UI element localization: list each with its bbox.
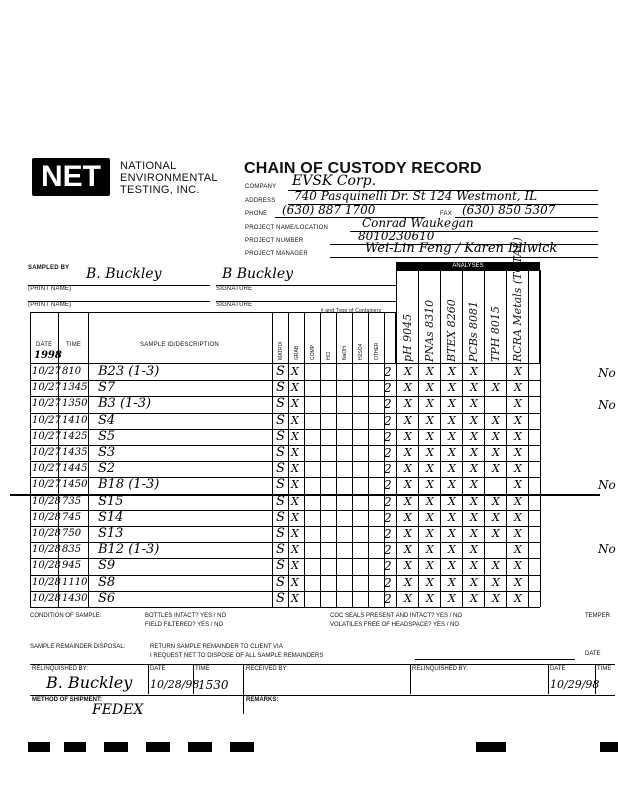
row-matrix: S — [276, 477, 285, 493]
row-analysis-mark: X — [470, 510, 478, 524]
signature-label-2: SIGNATURE — [216, 302, 253, 308]
row-analysis-mark: X — [426, 575, 434, 589]
method-value: FEDEX — [92, 702, 144, 718]
project-number-label: PROJECT NUMBER — [245, 238, 304, 244]
table-row — [30, 494, 540, 510]
row-analysis-mark: X — [470, 559, 478, 573]
row-matrix: S — [276, 428, 285, 444]
row-matrix: S — [276, 380, 285, 396]
table-row — [30, 380, 540, 396]
row-date: 10/28 — [32, 544, 61, 556]
row-analysis-mark: X — [426, 527, 434, 540]
row-analysis-mark: X — [514, 559, 522, 573]
form-title: CHAIN OF CUSTODY RECORD — [244, 160, 482, 177]
col-header-comp: COMP — [310, 345, 316, 360]
analysis-label: RCRA Metals (TOTAL) — [511, 237, 524, 362]
row-matrix: S — [276, 364, 285, 379]
row-date: 10/28 — [32, 528, 61, 539]
row-analysis-mark: X — [448, 429, 456, 443]
right-date-label: DATE — [550, 666, 566, 672]
right-note-1: No — [598, 366, 616, 380]
row-analysis-mark: X — [470, 397, 478, 411]
row-analysis-mark: X — [514, 494, 522, 508]
row-time: 1425 — [62, 430, 88, 442]
row-analysis-mark: X — [404, 527, 412, 540]
row-analysis-mark: X — [470, 575, 478, 589]
row-date: 10/27 — [32, 447, 61, 458]
row-container-count: 2 — [384, 575, 392, 590]
analyses-header: ANALYSES — [396, 262, 540, 270]
row-analysis-mark: X — [404, 462, 412, 476]
temperature-label: TEMPER — [585, 613, 611, 619]
row-grab: X — [291, 543, 299, 557]
row-analysis-mark: X — [426, 559, 434, 573]
table-row — [30, 510, 540, 526]
row-date: 10/28 — [32, 592, 61, 604]
row-time: 735 — [62, 495, 82, 507]
color-bar-5 — [188, 742, 212, 752]
col-header-naoh: NaOH — [342, 346, 348, 360]
row-analysis-mark: X — [470, 494, 478, 508]
row-container-count: 2 — [384, 559, 392, 574]
remainder-label: SAMPLE REMAINDER DISPOSAL: — [30, 644, 126, 650]
row-matrix: S — [276, 509, 285, 525]
row-analysis-mark: X — [492, 494, 500, 508]
row-grab: X — [291, 510, 299, 524]
relinquish-date-label: DATE — [150, 666, 166, 672]
strike-line — [10, 494, 600, 496]
row-analysis-mark: X — [492, 575, 500, 589]
row-matrix: S — [276, 445, 285, 460]
field-filtered: FIELD FILTERED? YES / NO — [145, 622, 224, 628]
analysis-label: PCBs 8081 — [467, 300, 480, 362]
row-container-count: 2 — [384, 381, 392, 396]
row-container-count: 2 — [384, 365, 392, 379]
color-bar-4 — [146, 742, 170, 752]
row-analysis-mark: X — [448, 413, 456, 427]
col-header-other: OTHER — [374, 342, 380, 360]
row-analysis-mark: X — [514, 527, 522, 540]
row-analysis-mark: X — [492, 591, 500, 605]
row-analysis-mark: X — [404, 575, 412, 589]
row-analysis-mark: X — [448, 494, 456, 508]
row-grab: X — [291, 559, 299, 573]
row-time: 1445 — [62, 463, 88, 475]
phone-value: (630) 887 1700 — [282, 203, 376, 217]
row-analysis-mark: X — [514, 381, 522, 395]
return-option: RETURN SAMPLE REMAINDER TO CLIENT VIA — [150, 644, 283, 650]
project-manager-label: PROJECT MANAGER — [245, 251, 308, 257]
row-analysis-mark: X — [448, 591, 456, 605]
row-analysis-mark: X — [514, 446, 522, 459]
row-analysis-mark: X — [470, 446, 478, 459]
row-date: 10/27 — [32, 463, 61, 475]
row-analysis-mark: X — [448, 446, 456, 459]
col-header-hcl: HCl — [326, 351, 332, 360]
company-value: EVSK Corp. — [292, 173, 377, 189]
table-row — [30, 575, 540, 591]
row-analysis-mark: X — [448, 365, 456, 378]
sampled-by-label: SAMPLED BY — [28, 265, 70, 271]
row-analysis-mark: X — [514, 429, 522, 443]
row-analysis-mark: X — [448, 462, 456, 476]
bottles-intact: BOTTLES INTACT? YES / NO — [145, 613, 227, 619]
relinquish-date: 10/28/98 — [150, 678, 200, 691]
row-analysis-mark: X — [514, 591, 522, 605]
row-analysis-mark: X — [492, 559, 500, 573]
row-date: 10/27 — [32, 398, 61, 410]
relinquish-time: 1530 — [198, 678, 229, 692]
org-line-1: NATIONAL — [120, 160, 177, 172]
row-analysis-mark: X — [404, 510, 412, 524]
net-logo: NET — [32, 158, 110, 196]
row-sample-id: B12 (1-3) — [98, 542, 160, 558]
row-analysis-mark: X — [470, 478, 478, 492]
row-analysis-mark: X — [470, 429, 478, 443]
row-time: 1410 — [62, 414, 88, 426]
row-date: 10/28 — [32, 511, 61, 523]
row-analysis-mark: X — [448, 397, 456, 411]
row-analysis-mark: X — [470, 381, 478, 395]
row-analysis-mark: X — [514, 365, 522, 378]
col-header-matrix: MATRIX — [278, 341, 284, 360]
row-sample-id: S15 — [98, 493, 124, 509]
row-grab: X — [291, 478, 299, 492]
row-analysis-mark: X — [514, 510, 522, 524]
row-container-count: 2 — [384, 397, 392, 412]
row-analysis-mark: X — [426, 478, 434, 492]
address-label: ADDRESS — [245, 198, 276, 204]
analysis-label: pH 9045 — [401, 313, 414, 362]
row-matrix: S — [276, 461, 285, 477]
sampler-name: B. Buckley — [86, 266, 162, 282]
table-row — [30, 364, 540, 380]
row-time: 1435 — [62, 447, 88, 458]
method-label: METHOD OF SHIPMENT: — [32, 697, 102, 703]
date-header: DATE — [36, 342, 53, 348]
row-analysis-mark: X — [404, 559, 412, 573]
col-header-grab: GRAB — [294, 345, 300, 360]
row-analysis-mark: X — [426, 591, 434, 605]
row-date: 10/27 — [32, 366, 61, 377]
color-bar-7 — [476, 742, 506, 752]
relinquished-label-2: RELINQUISHED BY: — [412, 666, 469, 672]
row-date: 10/28 — [32, 560, 61, 572]
row-sample-id: B18 (1-3) — [98, 477, 160, 493]
fax-label: FAX — [440, 211, 452, 217]
analysis-label: TPH 8015 — [489, 306, 502, 362]
sampler-signature: B Buckley — [222, 266, 294, 282]
relinquished-signature: B. Buckley — [46, 673, 133, 692]
row-analysis-mark: X — [448, 478, 456, 492]
sample-id-header: SAMPLE ID/DESCRIPTION — [140, 342, 219, 348]
relinquished-label: RELINQUISHED BY: — [32, 666, 89, 672]
row-time: 810 — [62, 366, 82, 377]
project-number-value: 8010230610 — [358, 229, 435, 243]
row-analysis-mark: X — [426, 397, 434, 411]
row-analysis-mark: X — [470, 543, 478, 557]
table-row — [30, 591, 540, 607]
table-row — [30, 477, 540, 493]
row-analysis-mark: X — [514, 575, 522, 589]
row-grab: X — [291, 591, 299, 605]
row-analysis-mark: X — [470, 365, 478, 378]
right-date: 10/29/98 — [550, 678, 600, 691]
right-note-2: No — [598, 398, 616, 412]
fax-value: (630) 850 5307 — [462, 203, 556, 217]
row-container-count: 2 — [384, 494, 392, 509]
row-date: 10/28 — [32, 495, 61, 507]
row-grab: X — [291, 527, 299, 540]
row-sample-id: S2 — [98, 461, 116, 477]
row-sample-id: S13 — [98, 526, 124, 541]
row-sample-id: S14 — [98, 509, 124, 525]
row-date: 10/27 — [32, 430, 61, 442]
relinquish-time-label: TIME — [195, 666, 210, 672]
project-name-value: Conrad Waukegan — [362, 216, 474, 230]
analysis-label: PNAs 8310 — [423, 299, 436, 362]
dispose-option: I REQUEST NET TO DISPOSE OF ALL SAMPLE REMAINDERS — [150, 653, 324, 659]
table-row — [30, 445, 540, 461]
row-container-count: 2 — [384, 591, 392, 606]
table-row — [30, 526, 540, 542]
row-analysis-mark: X — [404, 446, 412, 459]
signature-label-1: SIGNATURE — [216, 286, 253, 292]
row-container-count: 2 — [384, 527, 392, 541]
row-sample-id: B3 (1-3) — [98, 396, 152, 412]
row-analysis-mark: X — [448, 543, 456, 557]
print-name-label-2: (PRINT NAME) — [28, 302, 72, 308]
time-header: TIME — [66, 342, 82, 348]
row-date: 10/27 — [32, 414, 61, 426]
row-analysis-mark: X — [404, 381, 412, 395]
row-analysis-mark: X — [404, 429, 412, 443]
row-analysis-mark: X — [514, 397, 522, 411]
row-grab: X — [291, 494, 299, 508]
row-container-count: 2 — [384, 462, 392, 477]
row-analysis-mark: X — [404, 397, 412, 411]
row-sample-id: S4 — [98, 412, 116, 428]
row-analysis-mark: X — [470, 413, 478, 427]
row-analysis-mark: X — [514, 543, 522, 557]
row-date: 10/27 — [32, 382, 61, 394]
print-name-label-1: (PRINT NAME) — [28, 286, 72, 292]
row-analysis-mark: X — [426, 365, 434, 378]
row-grab: X — [291, 413, 299, 427]
table-row — [30, 558, 540, 574]
row-analysis-mark: X — [426, 381, 434, 395]
containers-header: # and Type of Containers — [320, 308, 382, 314]
color-bar-1 — [28, 742, 50, 752]
row-analysis-mark: X — [492, 510, 500, 524]
row-analysis-mark: X — [426, 462, 434, 476]
row-container-count: 2 — [384, 510, 392, 525]
condition-label: CONDITION OF SAMPLE: — [30, 613, 102, 619]
grid-line-h — [30, 607, 540, 608]
row-analysis-mark: X — [426, 494, 434, 508]
row-analysis-mark: X — [426, 429, 434, 443]
row-analysis-mark: X — [492, 527, 500, 540]
project-name-label: PROJECT NAME/LOCATION — [245, 225, 328, 231]
row-analysis-mark: X — [404, 413, 412, 427]
row-time: 945 — [62, 560, 82, 572]
row-matrix: S — [276, 412, 285, 428]
row-sample-id: S5 — [98, 428, 116, 444]
row-analysis-mark: X — [492, 429, 500, 443]
row-grab: X — [291, 575, 299, 589]
date-label: DATE — [585, 651, 601, 657]
right-note-3: No — [598, 478, 616, 492]
right-note-4: No — [598, 542, 616, 556]
row-sample-id: B23 (1-3) — [98, 364, 160, 379]
org-line-2: ENVIRONMENTAL — [120, 172, 218, 184]
row-grab: X — [291, 429, 299, 443]
row-analysis-mark: X — [492, 446, 500, 459]
phone-label: PHONE — [245, 211, 268, 217]
row-analysis-mark: X — [470, 462, 478, 476]
row-analysis-mark: X — [492, 381, 500, 395]
row-container-count: 2 — [384, 413, 392, 428]
row-analysis-mark: X — [448, 510, 456, 524]
row-analysis-mark: X — [448, 575, 456, 589]
row-grab: X — [291, 365, 299, 378]
table-row — [30, 413, 540, 429]
row-analysis-mark: X — [404, 365, 412, 378]
row-time: 750 — [62, 528, 82, 539]
row-matrix: S — [276, 526, 285, 541]
project-manager-value: Wei-Lin Feng / Karen Dilwick — [365, 241, 558, 256]
row-container-count: 2 — [384, 429, 392, 444]
row-analysis-mark: X — [492, 413, 500, 427]
row-time: 835 — [62, 544, 82, 556]
row-matrix: S — [276, 493, 285, 509]
row-time: 1345 — [62, 382, 88, 394]
row-container-count: 2 — [384, 543, 392, 558]
row-analysis-mark: X — [470, 527, 478, 540]
row-grab: X — [291, 446, 299, 459]
row-analysis-mark: X — [514, 478, 522, 492]
row-analysis-mark: X — [404, 478, 412, 492]
row-analysis-mark: X — [426, 510, 434, 524]
row-analysis-mark: X — [514, 413, 522, 427]
row-analysis-mark: X — [470, 591, 478, 605]
row-analysis-mark: X — [514, 462, 522, 476]
grid-line-v — [540, 270, 541, 607]
row-time: 1350 — [62, 398, 88, 410]
row-grab: X — [291, 397, 299, 411]
right-time-label: TIME — [597, 666, 612, 672]
row-sample-id: S6 — [98, 590, 116, 606]
received-label: RECEIVED BY: — [246, 666, 288, 672]
row-matrix: S — [276, 558, 285, 574]
coc-seals: COC SEALS PRESENT AND INTACT? YES / NO — [330, 613, 463, 619]
analysis-label: BTEX 8260 — [445, 299, 458, 362]
row-analysis-mark: X — [448, 381, 456, 395]
company-label: COMPANY — [245, 184, 277, 190]
table-row — [30, 396, 540, 412]
row-date: 10/27 — [32, 479, 61, 491]
row-time: 1450 — [62, 479, 88, 491]
color-bar-8 — [600, 742, 618, 752]
row-analysis-mark: X — [426, 446, 434, 459]
row-matrix: S — [276, 590, 285, 606]
table-row — [30, 542, 540, 558]
row-container-count: 2 — [384, 478, 392, 493]
row-analysis-mark: X — [404, 591, 412, 605]
row-time: 1110 — [62, 576, 88, 588]
row-analysis-mark: X — [426, 413, 434, 427]
row-analysis-mark: X — [448, 527, 456, 540]
row-matrix: S — [276, 574, 285, 590]
table-row — [30, 429, 540, 445]
row-date: 10/28 — [32, 576, 61, 588]
row-time: 745 — [62, 511, 82, 523]
year-value: 1998 — [34, 350, 62, 361]
color-bar-6 — [230, 742, 254, 752]
row-analysis-mark: X — [404, 494, 412, 508]
row-analysis-mark: X — [448, 559, 456, 573]
org-name — [120, 160, 218, 196]
org-line-3: TESTING, INC. — [120, 184, 200, 196]
row-sample-id: S9 — [98, 558, 116, 574]
address-value: 740 Pasquinelli Dr. St 124 Westmont, IL — [294, 189, 538, 203]
row-sample-id: S7 — [98, 380, 116, 396]
row-analysis-mark: X — [404, 543, 412, 557]
color-bar-2 — [64, 742, 86, 752]
row-matrix: S — [276, 396, 285, 412]
row-time: 1430 — [62, 592, 88, 604]
row-grab: X — [291, 381, 299, 395]
volatiles: VOLATILES FREE OF HEADSPACE? YES / NO — [330, 622, 460, 628]
col-header-h2so4: H2SO4 — [358, 343, 364, 360]
row-analysis-mark: X — [426, 543, 434, 557]
row-sample-id: S8 — [98, 574, 116, 590]
color-bar-3 — [104, 742, 128, 752]
row-analysis-mark: X — [492, 462, 500, 476]
remarks-label: REMARKS: — [246, 697, 279, 703]
row-matrix: S — [276, 542, 285, 558]
row-container-count: 2 — [384, 446, 392, 460]
table-row — [30, 461, 540, 477]
row-sample-id: S3 — [98, 445, 116, 460]
row-grab: X — [291, 462, 299, 476]
